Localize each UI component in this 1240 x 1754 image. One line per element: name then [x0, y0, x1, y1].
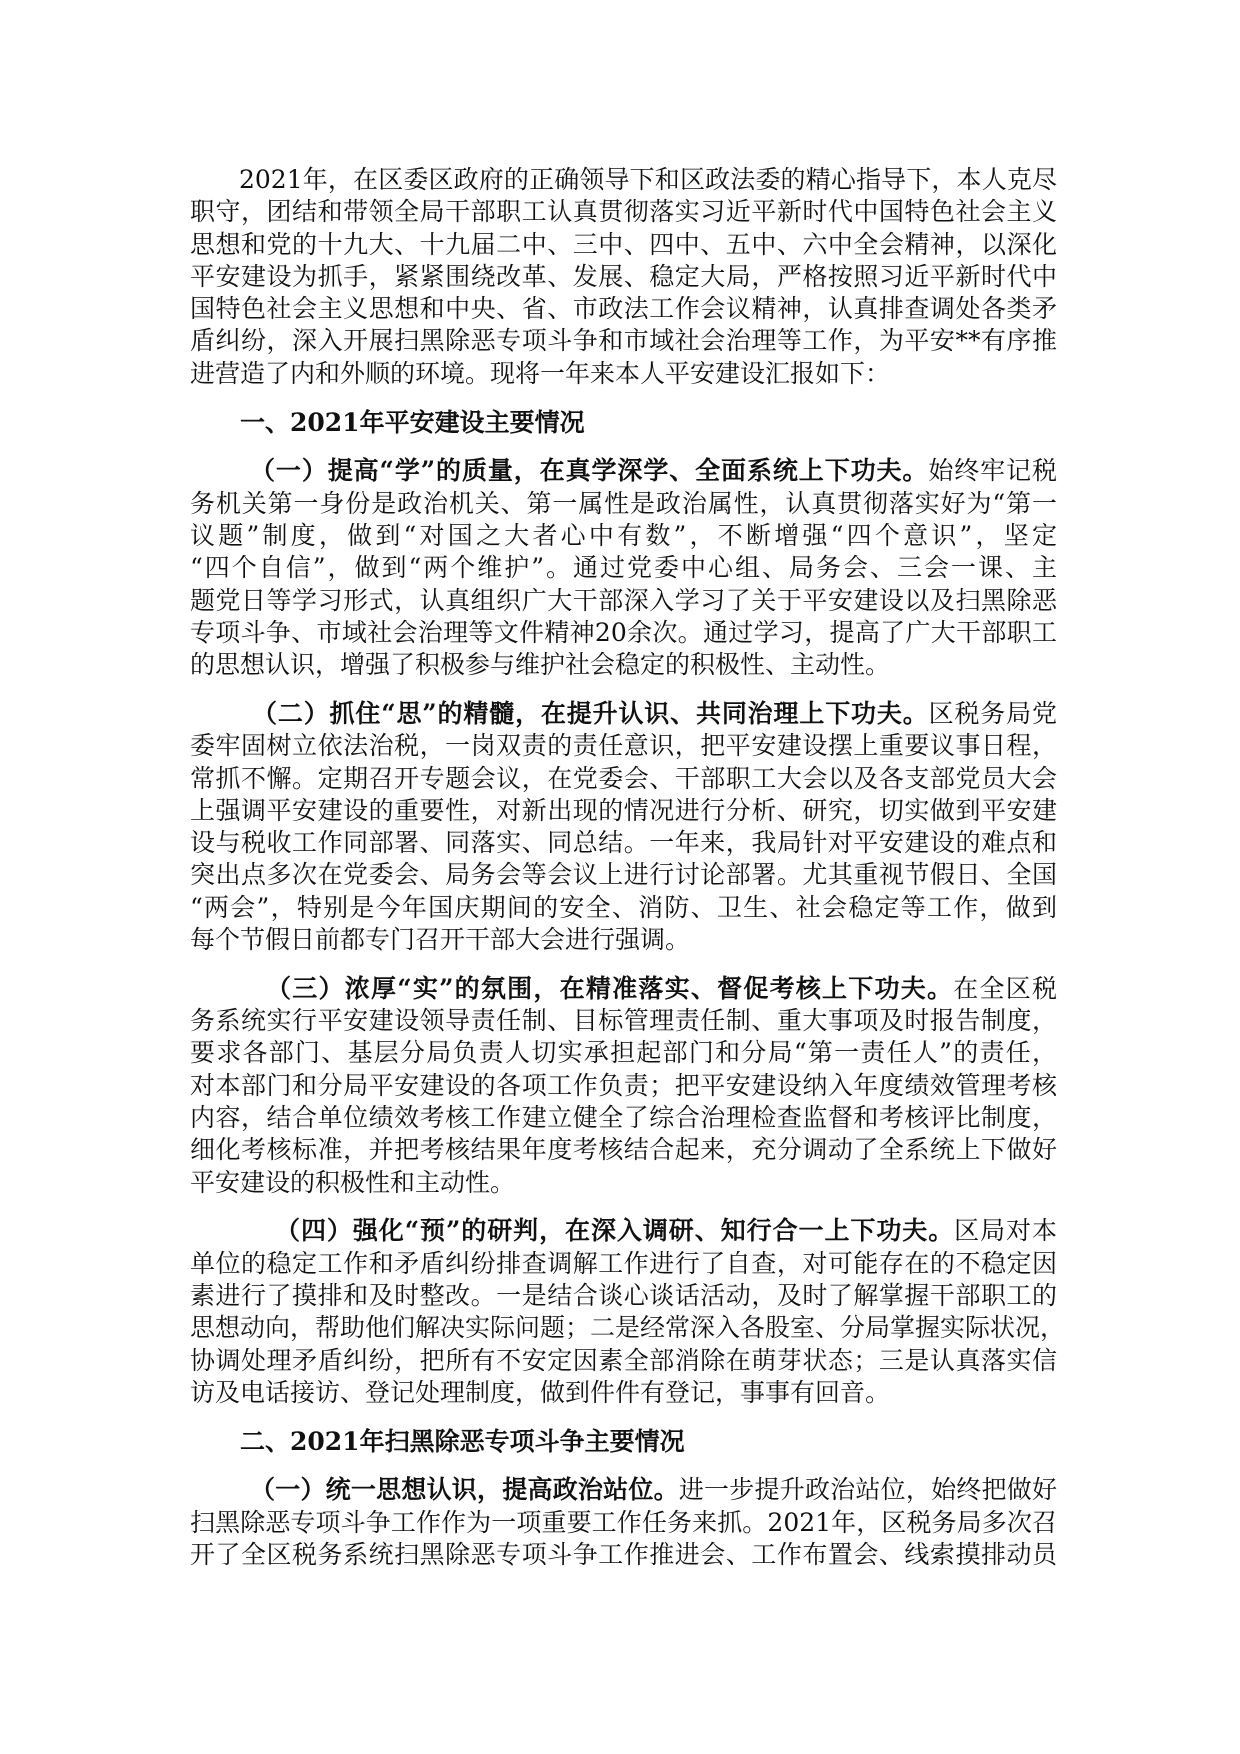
- section-heading: [190, 1426, 1057, 1458]
- line-text: 对本部门和分局平安建设的各项工作负责；把平安建设纳入年度绩效管理考核: [190, 1070, 1057, 1100]
- line-text: 内容，结合单位绩效考核工作建立健全了综合治理检查监督和考核评比制度，: [190, 1103, 1057, 1133]
- text-line: [190, 1539, 1057, 1571]
- line-text: 议题”制度，做到“对国之大者心中有数”，不断增强“四个意识”，坚定: [190, 520, 1057, 550]
- line-text: 单位的稳定工作和矛盾纠纷排查调解工作进行了自查，对可能存在的不稳定因: [190, 1248, 1057, 1278]
- text-line: [190, 924, 1057, 956]
- paragraph: [190, 1215, 1066, 1409]
- line-text: 题党日等学习形式，认真组织广大干部深入学习了关于平安建设以及扫黑除恶: [190, 585, 1057, 615]
- text-line: [190, 358, 1057, 390]
- text-line: [190, 1248, 1057, 1280]
- line-text: 进营造了内和外顺的环境。现将一年来本人平安建设汇报如下：: [190, 358, 891, 388]
- line-text: 开了全区税务系统扫黑除恶专项斗争工作推进会、工作布置会、线索摸排动员: [190, 1540, 1057, 1570]
- text-line: [190, 1426, 1057, 1458]
- line-text: 区局对本: [954, 1216, 1057, 1246]
- text-line: [190, 164, 1057, 196]
- paragraph-lead-title: （四）强化“预”的研判，在深入调研、知行合一上下功夫。: [275, 1216, 955, 1246]
- text-line: [190, 1345, 1057, 1377]
- paragraph: [190, 698, 1057, 956]
- paragraph: [190, 164, 1057, 390]
- line-text: 务系统实行平安建设领导责任制、目标管理责任制、重大事项及时报告制度，: [190, 1006, 1057, 1036]
- paragraph: [190, 973, 1057, 1199]
- paragraph: [190, 1474, 1057, 1571]
- text-line: [190, 763, 1057, 795]
- line-text: 始终牢记税: [928, 456, 1057, 486]
- text-line: [190, 649, 1057, 681]
- line-text: 设与税收工作同部署、同落实、同总结。一年来，我局针对平安建设的难点和: [190, 828, 1057, 858]
- text-line: [190, 795, 1057, 827]
- section-heading: [190, 407, 1057, 439]
- text-line: [190, 1312, 1066, 1344]
- text-line: [190, 455, 1057, 487]
- line-text: 专项斗争、市域社会治理等文件精神20余次。通过学习，提高了广大干部职工: [190, 617, 1057, 647]
- text-line: [190, 1474, 1057, 1506]
- text-line: [190, 585, 1057, 617]
- line-text: 区税务局党: [928, 698, 1057, 728]
- text-line: [190, 488, 1057, 520]
- line-text: 在全区税: [953, 973, 1057, 1003]
- text-line: [190, 325, 1057, 357]
- text-line: [190, 973, 1057, 1005]
- line-text: 的思想认识，增强了积极参与维护社会稳定的积极性、主动性。: [190, 650, 891, 680]
- paragraph-lead-title: （二）抓住“思”的精髓，在提升认识、共同治理上下功夫。: [252, 698, 929, 728]
- text-line: [190, 1005, 1057, 1037]
- line-text: 要求各部门、基层分局负责人切实承担起部门和分局“第一责任人”的责任，: [190, 1038, 1057, 1068]
- line-text: 2021年，在区委区政府的正确领导下和区政法委的精心指导下，本人克尽: [239, 165, 1057, 194]
- line-text: 职守，团结和带领全局干部职工认真贯彻落实习近平新时代中国特色社会主义: [190, 197, 1057, 227]
- line-text: 盾纠纷，深入开展扫黑除恶专项斗争和市域社会治理等工作，为平安**有序推: [190, 326, 1057, 356]
- paragraph: [190, 455, 1057, 681]
- text-line: [190, 520, 1057, 552]
- text-line: [190, 859, 1057, 891]
- text-line: [190, 229, 1057, 261]
- text-line: [190, 827, 1057, 859]
- text-line: [190, 1134, 1057, 1166]
- text-line: [190, 1507, 1057, 1539]
- text-line: [190, 552, 1057, 584]
- text-line: [190, 1215, 1057, 1247]
- text-line: [190, 1070, 1057, 1102]
- line-text: 务机关第一身份是政治机关、第一属性是政治属性，认真贯彻落实好为“第一: [190, 488, 1057, 518]
- text-line: [190, 617, 1057, 649]
- line-text: 进一步提升政治站位，始终把做好: [678, 1475, 1057, 1505]
- line-text: 上强调平安建设的重要性，对新出现的情况进行分析、研究，切实做到平安建: [190, 795, 1057, 825]
- line-text: 思想动向，帮助他们解决实际问题；二是经常深入各股室、分局掌握实际状况，: [190, 1313, 1066, 1343]
- line-text: 委牢固树立依法治税，一岗双责的责任意识，把平安建设摆上重要议事日程，: [190, 731, 1057, 761]
- line-text: 访及电话接访、登记处理制度，做到件件有登记，事事有回音。: [190, 1377, 891, 1407]
- line-text: “两会”，特别是今年国庆期间的安全、消防、卫生、社会稳定等工作，做到: [190, 892, 1057, 922]
- paragraph-lead-title: （三）浓厚“实”的氛围，在精准落实、督促考核上下功夫。: [266, 973, 954, 1003]
- text-line: [190, 1280, 1057, 1312]
- text-line: [190, 1102, 1057, 1134]
- line-text: 素进行了摸排和及时整改。一是结合谈心谈话活动，及时了解掌握干部职工的: [190, 1281, 1057, 1310]
- text-line: [190, 293, 1057, 325]
- text-line: [190, 1037, 1057, 1069]
- text-line: [190, 698, 1057, 730]
- line-text: 协调处理矛盾纠纷，把所有不安定因素全部消除在萌芽状态；三是认真落实信: [190, 1345, 1057, 1375]
- line-text: 平安建设的积极性和主动性。: [190, 1167, 516, 1197]
- text-line: [190, 730, 1057, 762]
- text-line: [190, 1377, 1057, 1409]
- line-text: 每个节假日前都专门召开干部大会进行强调。: [190, 925, 691, 955]
- line-text: 平安建设为抓手，紧紧围绕改革、发展、稳定大局，严格按照习近平新时代中: [190, 261, 1057, 291]
- line-text: 突出点多次在党委会、局务会等会议上进行讨论部署。尤其重视节假日、全国: [190, 860, 1057, 890]
- line-text: 国特色社会主义思想和中央、省、市政法工作会议精神，认真排查调处各类矛: [190, 294, 1057, 324]
- text-line: [190, 261, 1057, 293]
- text-line: [190, 892, 1057, 924]
- document-body: [190, 164, 1066, 1571]
- line-text: “四个自信”，做到“两个维护”。通过党委中心组、局务会、三会一课、主: [190, 553, 1057, 583]
- line-text: 一、2021年平安建设主要情况: [240, 407, 585, 437]
- line-text: 思想和党的十九大、十九届二中、三中、四中、五中、六中全会精神，以深化: [190, 229, 1057, 259]
- paragraph-lead-title: （一）统一思想认识，提高政治站位。: [250, 1475, 679, 1505]
- line-text: 细化考核标准，并把考核结果年度考核结合起来，充分调动了全系统上下做好: [190, 1135, 1057, 1165]
- line-text: 二、2021年扫黑除恶专项斗争主要情况: [240, 1426, 685, 1456]
- paragraph-lead-title: （一）提高“学”的质量，在真学深学、全面系统上下功夫。: [250, 456, 929, 486]
- text-line: [190, 407, 1057, 439]
- line-text: 常抓不懈。定期召开专题会议，在党委会、干部职工大会以及各支部党员大会: [190, 763, 1057, 793]
- text-line: [190, 1167, 1057, 1199]
- text-line: [190, 196, 1057, 228]
- line-text: 扫黑除恶专项斗争工作作为一项重要工作任务来抓。2021年，区税务局多次召: [190, 1507, 1057, 1537]
